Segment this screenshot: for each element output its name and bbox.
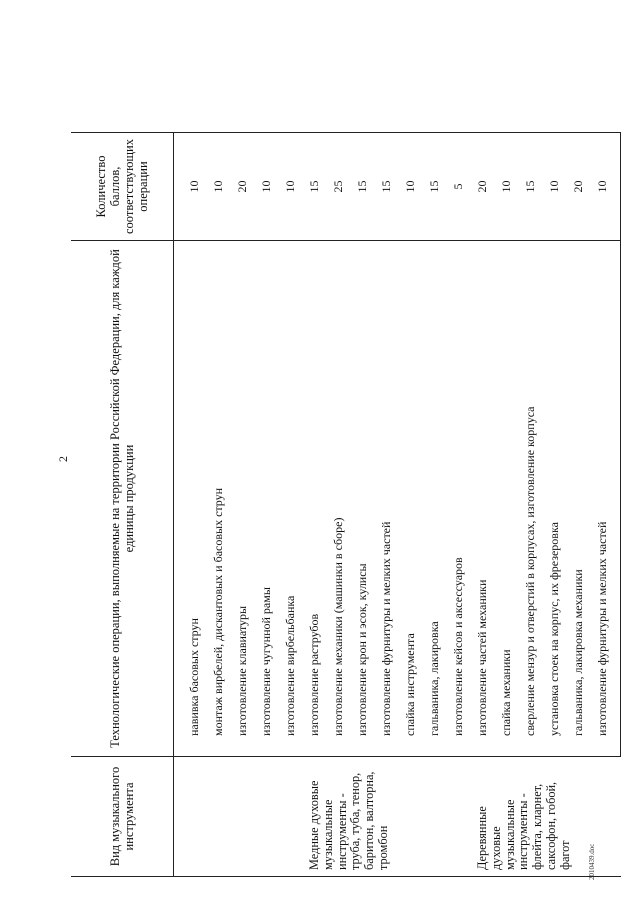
operation-cell: изготовление чугунной рамы bbox=[260, 241, 284, 757]
score-cell: 20 bbox=[572, 133, 596, 241]
header-operations: Технологические операции, выполняемые на территории Российской Федерации, для каждой единицы продукции bbox=[71, 241, 174, 757]
score-cell: 15 bbox=[428, 133, 452, 241]
score-cell: 10 bbox=[188, 133, 212, 241]
operation-cell: изготовление кейсов и аксессуаров bbox=[452, 241, 476, 757]
page-number: 2 bbox=[56, 456, 70, 462]
score-cell: 10 bbox=[284, 133, 308, 241]
header-score: Количество баллов, соответствующих операции bbox=[71, 133, 174, 241]
document-code: 2010439.doc bbox=[588, 843, 596, 880]
score-cell: 25 bbox=[332, 133, 356, 241]
table-row bbox=[284, 133, 308, 877]
score-cell: 15 bbox=[356, 133, 380, 241]
score-cell: 15 bbox=[380, 133, 404, 241]
operation-cell: гальваника, лакировка bbox=[428, 241, 452, 757]
operation-cell: изготовление частей механики bbox=[476, 241, 500, 757]
score-cell: 10 bbox=[548, 133, 572, 241]
table-row bbox=[212, 133, 236, 877]
score-cell: 15 bbox=[524, 133, 548, 241]
table-row bbox=[260, 133, 284, 877]
operation-cell: установка стоек на корпус, их фрезеровка bbox=[548, 241, 572, 757]
score-cell: 5 bbox=[452, 133, 476, 241]
operation-cell: изготовление клавиатуры bbox=[236, 241, 260, 757]
operation-cell: изготовление раструбов bbox=[308, 241, 332, 757]
document-page bbox=[48, 10, 608, 890]
operation-cell: изготовление фурнитуры и мелких частей bbox=[596, 241, 621, 757]
instrument-type-woodwind: Деревянные духовые музыкальные инструменты - флейта, кларнет, саксофон, гобой, фагот bbox=[476, 757, 621, 877]
operation-cell: спайка инструмента bbox=[404, 241, 428, 757]
operation-cell: изготовление крон и эсок, кулисы bbox=[356, 241, 380, 757]
table-gap bbox=[174, 133, 189, 877]
operation-cell: монтаж вирбелей, дискантовых и басовых струн bbox=[212, 241, 236, 757]
score-cell: 10 bbox=[596, 133, 621, 241]
table-row bbox=[308, 133, 332, 877]
instrument-type-brass: Медные духовые музыкальные инструменты - труба, туба, тенор, баритон, валторна, тромбон bbox=[308, 757, 476, 877]
operation-cell: сверление мензур и отверстий в корпусах, изготовление корпуса bbox=[524, 241, 548, 757]
score-cell: 15 bbox=[308, 133, 332, 241]
score-cell: 20 bbox=[476, 133, 500, 241]
table-header-row bbox=[71, 133, 174, 877]
table-row bbox=[476, 133, 500, 877]
table-row bbox=[236, 133, 260, 877]
operation-cell: изготовление вирбельбанка bbox=[284, 241, 308, 757]
header-instrument-type: Вид музыкального инструмента bbox=[71, 757, 174, 877]
table-row bbox=[188, 133, 212, 877]
operation-cell: навивка басовых струн bbox=[188, 241, 212, 757]
score-cell: 10 bbox=[404, 133, 428, 241]
operation-cell: изготовление фурнитуры и мелких частей bbox=[380, 241, 404, 757]
score-cell: 10 bbox=[212, 133, 236, 241]
score-cell: 10 bbox=[260, 133, 284, 241]
score-cell: 20 bbox=[236, 133, 260, 241]
operation-cell: гальваника, лакировка механики bbox=[572, 241, 596, 757]
score-cell: 10 bbox=[500, 133, 524, 241]
instrument-operations-table bbox=[71, 132, 621, 877]
operation-cell: изготовление механики (машинки в сборе) bbox=[332, 241, 356, 757]
operation-cell: спайка механики bbox=[500, 241, 524, 757]
